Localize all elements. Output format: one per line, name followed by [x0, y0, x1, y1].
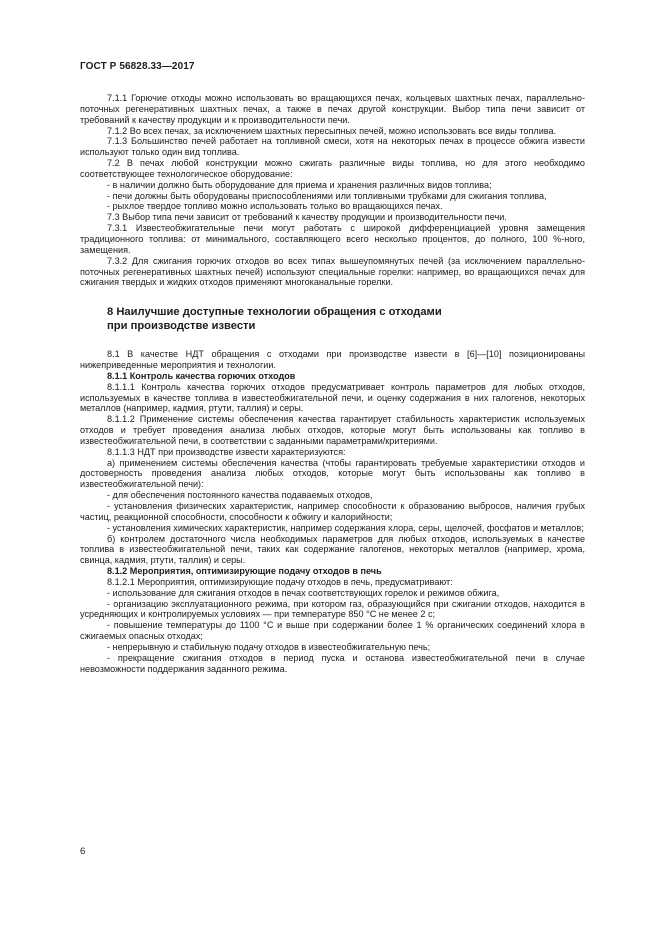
list-item: - повышение температуры до 1100 °C и выше при содержании более 1 % органических соединений хлора в сжигаемых опасных отходах;	[80, 620, 585, 642]
section-title-line-2: при производстве извести	[107, 319, 256, 332]
paragraph-8-1-2-1: 8.1.2.1 Мероприятия, оптимизирующие подачу отходов в печь, предусматривают:	[107, 576, 453, 587]
paragraph-8-1-1-1: 8.1.1.1 Контроль качества горючих отходов предусматривает контроль параметров для любых отходов, используемых в качестве топлива в известеобжигательной печи, и оценку содержания в них галогенов, некоторых металлов (например, кадмия, ртути, таллия) и серы.	[80, 381, 585, 414]
section-title	[107, 306, 585, 333]
paragraph-b: б) контролем достаточного числа необходимых параметров для любых отходов, используемых в качестве топлива в известеобжигательной печи, таких как содержание галогенов, некоторых металлов (например, хрома, свинца, кадмия, ртути, таллия) и серы.	[80, 533, 585, 566]
list-item: - использование для сжигания отходов в печах соответствующих горелок и режимов обжига,	[107, 587, 500, 598]
paragraph-7-2: 7.2 В печах любой конструкции можно сжигать различные виды топлива, но для этого необходимо соответствующее технологическое оборудование:	[80, 158, 585, 179]
page-number: 6	[80, 846, 86, 857]
list-item: - непрерывную и стабильную подачу отходов в известеобжигательную печь;	[107, 641, 431, 652]
section-title-line-1: 8 Наилучшие доступные технологии обращения с отходами	[107, 306, 442, 319]
list-item: - установления физических характеристик, например способности к образованию выбросов, наличия грубых частиц, реакционной способности, способности к обжигу и калорийности;	[80, 501, 585, 522]
paragraph-7-3: 7.3 Выбор типа печи зависит от требований к качеству продукции и производительности печи.	[107, 212, 507, 223]
list-item: - для обеспечения постоянного качества подаваемых отходов,	[107, 490, 373, 501]
list-item: - организацию эксплуатационного режима, при котором газ, образующийся при сжигании отходов, находится в усредняющих и контролируемых условиях — при температуре 850 °C не менее 2 с;	[80, 598, 585, 620]
paragraph-a: а) применением системы обеспечения качества (чтобы гарантировать требуемые характеристики отходов и достоверность проведения анализа любых отходов, которые могут быть использованы как топливо в известеобжигательной печи):	[80, 457, 585, 490]
paragraph-7-3-2: 7.3.2 Для сжигания горючих отходов во всех типах вышеупомянутых печей (за исключением параллельно-поточных регенеративных шахтных печей) используют специальные горелки: например, во вращающихся печах для сжигания твердых и жидких отходов применяют многоканальные горелки.	[80, 255, 585, 288]
list-item: - в наличии должно быть оборудование для приема и хранения различных видов топлива;	[107, 179, 492, 190]
paragraph-8-1-1-3: 8.1.1.3 НДТ при производстве извести характеризуются:	[107, 446, 346, 457]
list-item: - рыхлое твердое топливо можно использовать только во вращающихся печах.	[107, 201, 443, 212]
list-item: - печи должны быть оборудованы приспособлениями или топливными трубками для сжигания топлива,	[107, 190, 547, 201]
paragraph-8-1: 8.1 В качестве НДТ обращения с отходами при производстве извести в [6]—[10] позиционированы нижеприведенные мероприятия и технологии.	[80, 349, 585, 371]
subsection-heading-8-1-1: 8.1.1 Контроль качества горючих отходов	[107, 370, 296, 381]
paragraph-7-1-2: 7.1.2 Во всех печах, за исключением шахтных пересыпных печей, можно использовать все виды топлива.	[107, 125, 557, 136]
paragraph-7-1-1: 7.1.1 Горючие отходы можно использовать во вращающихся печах, кольцевых шахтных печах, параллельно-поточных регенеративных шахтных печах, а также в печах другой конструкции. Выбор типа печи зависит от требований к качеству продукции и к производительности печи.	[80, 93, 585, 125]
paragraph-7-1-3: 7.1.3 Большинство печей работает на топливной смеси, хотя на некоторых печах в процессе обжига извести используют только один вид топлива.	[80, 136, 585, 158]
page-body	[80, 93, 585, 675]
list-item: - установления химических характеристик, например содержания хлора, серы, щелочей, фосфатов и металлов;	[107, 522, 584, 533]
subsection-heading-8-1-2: 8.1.2 Мероприятия, оптимизирующие подачу отходов в печь	[107, 566, 382, 577]
list-item: - прекращение сжигания отходов в период пуска и останова известеобжигательной печи в случае невозможности поддержания заданного режима.	[80, 652, 585, 674]
document-code: ГОСТ Р 56828.33—2017	[80, 61, 195, 72]
paragraph-8-1-1-2: 8.1.1.2 Применение системы обеспечения качества гарантирует стабильность характеристик используемых отходов и требует проведения анализа любых отходов, которые могут быть использованы как топливо в известеобжигательной печи, в соответствии с заданными параметрами/критериями.	[80, 414, 585, 446]
paragraph-7-3-1: 7.3.1 Известеобжигательные печи могут работать с широкой дифференциацией уровня замещения традиционного топлива: от минимального, составляющего всего несколько процентов, до полного, 100 %-ного, замещения.	[80, 223, 585, 255]
